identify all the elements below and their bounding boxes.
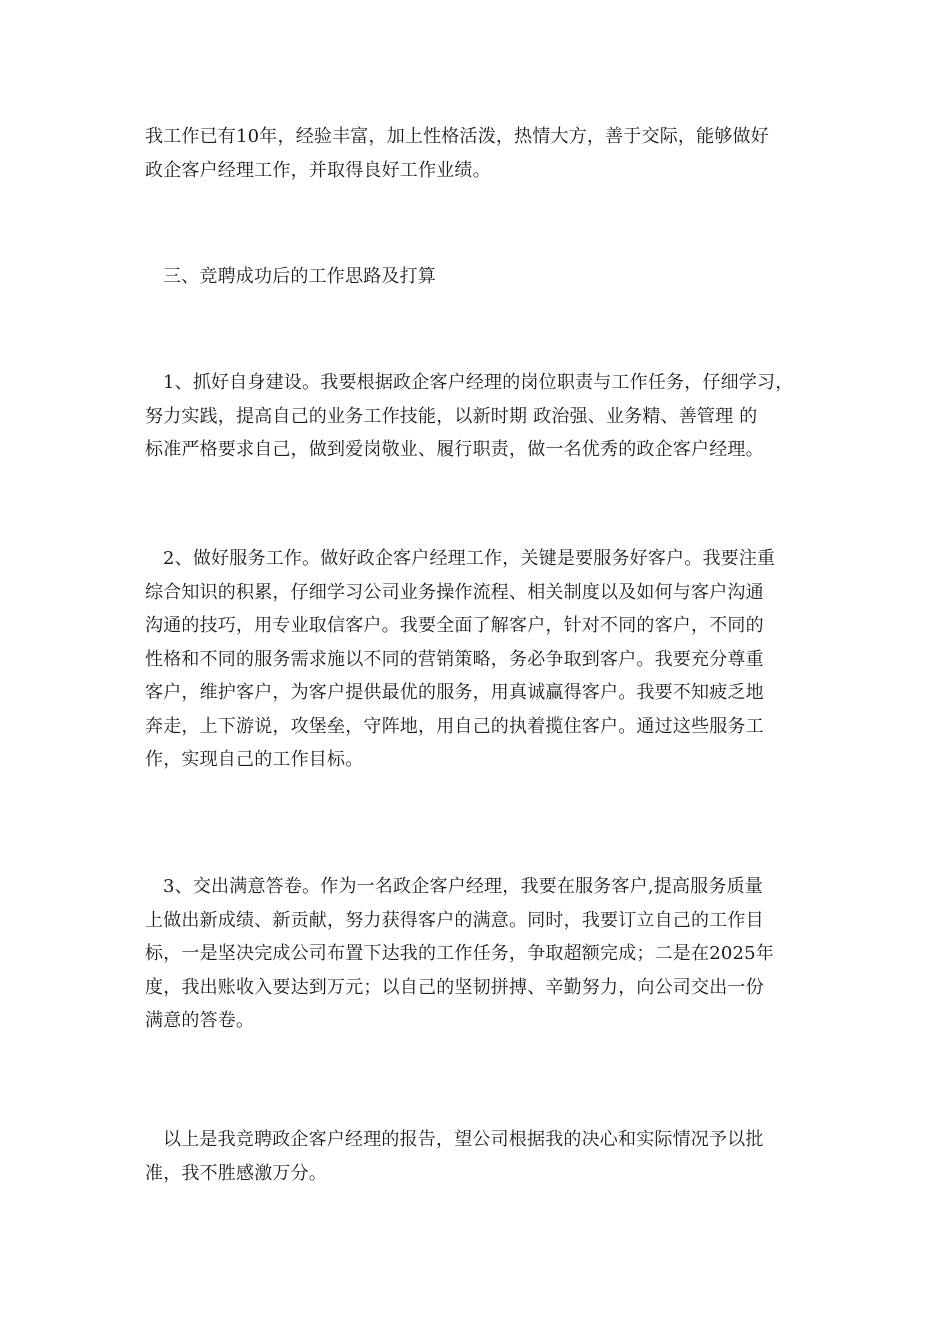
section-heading xyxy=(145,260,815,294)
text-line: 综合知识的积累，仔细学习公司业务操作流程、相关制度以及如何与客户沟通 xyxy=(145,581,764,603)
text-line: 1、抓好自身建设。我要根据政企客户经理的岗位职责与工作任务，仔细学习， xyxy=(163,372,794,393)
text-line: 沟通的技巧，用专业取信客户。我要全面了解客户，针对不同的客户，不同的 xyxy=(145,615,764,636)
text-line: 政企客户经理工作，并取得良好工作业绩。 xyxy=(145,159,491,181)
text-line: 标，一是坚决完成公司布置下达我的工作任务，争取超额完成；二是在2025年 xyxy=(145,943,775,964)
text-line: 奔走，上下游说，攻堡垒，守阵地，用自己的执着揽住客户。通过这些服务工 xyxy=(145,715,764,737)
text-line: 标准严格要求自己，做到爱岗敬业、履行职责，做一名优秀的政企客户经理。 xyxy=(145,439,764,460)
text-line: 满意的答卷。 xyxy=(145,1010,255,1031)
text-line: 度，我出账收入要达到万元；以自己的坚韧拼搏、辛勤努力，向公司交出一份 xyxy=(145,976,764,998)
text-line: 3、交出满意答卷。作为一名政企客户经理，我要在服务客户,提高服务质量 xyxy=(163,876,763,897)
text-line: 客户，维护客户，为客户提供最优的服务，用真诚赢得客户。我要不知疲乏地 xyxy=(145,682,764,703)
item-2-paragraph xyxy=(145,542,815,777)
text-line: 上做出新成绩、新贡献，努力获得客户的满意。同时，我要订立自己的工作目 xyxy=(145,909,764,931)
text-line: 性格和不同的服务需求施以不同的营销策略，务必争取到客户。我要充分尊重 xyxy=(145,648,764,670)
text-line: 准，我不胜感激万分。 xyxy=(145,1162,327,1184)
text-line: 作，实现自己的工作目标。 xyxy=(145,749,364,770)
text-line: 以上是我竞聘政企客户经理的报告，望公司根据我的决心和实际情况予以批 xyxy=(163,1129,764,1150)
item-3-paragraph xyxy=(145,870,815,1038)
text-line: 努力实践，提高自己的业务工作技能，以新时期 政治强、业务精、善管理 的 xyxy=(145,405,758,427)
heading-line: 三、竞聘成功后的工作思路及打算 xyxy=(163,266,436,287)
text-line: 2、做好服务工作。做好政企客户经理工作，关键是要服务好客户。我要注重 xyxy=(163,548,776,569)
text-line: 我工作已有10年，经验丰富，加上性格活泼，热情大方，善于交际，能够做好 xyxy=(145,126,769,147)
intro-paragraph xyxy=(145,120,815,187)
closing-paragraph xyxy=(145,1123,815,1190)
item-1-paragraph xyxy=(145,366,815,467)
